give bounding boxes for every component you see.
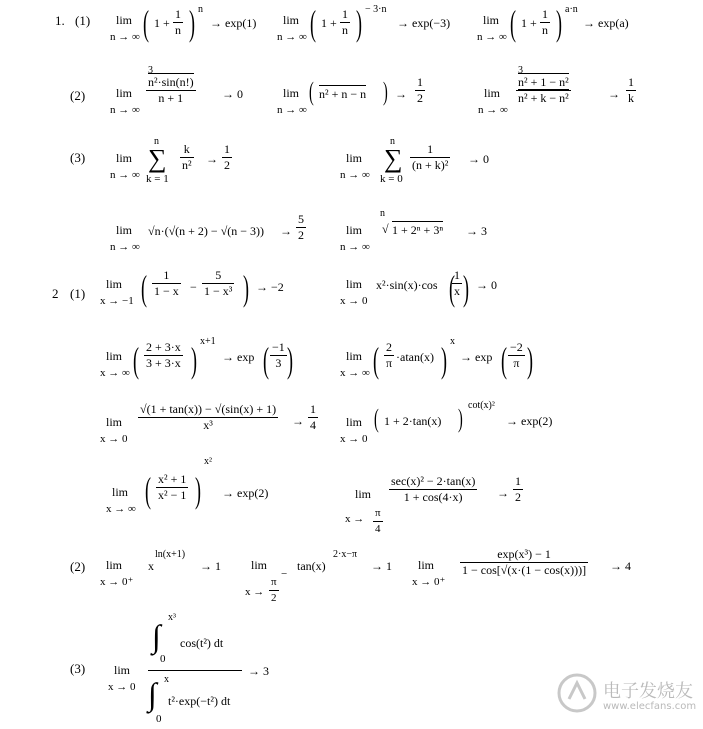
fraction: $\frac{2 + 3\cdot x}{3 + 3\cdot x}$: [146, 340, 181, 370]
subscript-fraction: $\frac{\pi}{4}$: [375, 507, 381, 535]
exponent: x: [450, 336, 455, 347]
arrow-result: → 0: [468, 152, 489, 166]
integral-lower: 0: [156, 713, 162, 725]
exponent: a·n: [565, 4, 578, 15]
item-2-3-label: (3): [70, 661, 86, 676]
left-paren: (: [143, 3, 149, 43]
fraction: $\frac{1}{1 - x}$: [154, 268, 179, 298]
exponent: x²: [204, 456, 212, 467]
lim-label: lim: [106, 415, 123, 429]
left-paren: (: [501, 340, 507, 380]
fraction: $\frac{1}{n}$: [175, 7, 181, 37]
lim-subscript: n → ∞: [110, 104, 140, 116]
section-2-number: 2: [52, 286, 59, 301]
sum-upper: n: [154, 136, 159, 147]
fraction: $\frac{k}{\text{n²}}$: [182, 142, 192, 172]
lim-label: lim: [251, 558, 268, 572]
watermark: [555, 669, 695, 721]
lim-label: lim: [484, 86, 501, 100]
result-fraction: $\frac{1}{2}$: [417, 75, 423, 105]
item-1-3-label: (3): [70, 150, 86, 165]
left-paren: (: [263, 340, 269, 380]
fraction: $\frac{1}{x}$: [454, 268, 460, 298]
right-paren: ): [527, 340, 533, 380]
right-paren: ): [195, 470, 201, 510]
lim-subscript: x → 0⁺: [100, 576, 134, 588]
result-fraction: $\frac{1}{2}$: [224, 142, 230, 172]
item-1-2-label: (2): [70, 88, 86, 103]
expression: 1 + 2ⁿ + 3ⁿ: [392, 223, 444, 237]
lim-subscript: x → 0: [108, 681, 136, 693]
lim-subscript: x → 0: [340, 295, 368, 307]
left-paren: (: [310, 3, 316, 43]
fraction: $\frac{1}{n}$: [542, 7, 548, 37]
fraction: sec(x)² − 2·tan(x) 1 + cos(4·x): [391, 474, 476, 504]
lim-label: lim: [346, 223, 363, 237]
root-index: n: [380, 208, 385, 219]
sum-lower: k = 0: [380, 173, 403, 185]
sum-upper: n: [390, 136, 395, 147]
root-index: 3: [148, 65, 153, 76]
integral-upper: x: [164, 674, 169, 685]
expr-part: 1 +: [321, 16, 337, 30]
right-paren: ): [243, 268, 249, 308]
fraction: $\frac{\text{x² + 1}}{\text{x² − 1}}$: [158, 472, 187, 502]
exponent: x+1: [200, 336, 216, 347]
section-1-number: 1.: [55, 13, 65, 28]
lim-label: lim: [114, 663, 131, 677]
lim-subscript: n → ∞: [277, 31, 307, 43]
arrow: →: [608, 87, 620, 101]
arrow-result: → 4: [610, 559, 631, 573]
right-paren: ): [356, 3, 362, 43]
right-paren: ): [287, 340, 293, 380]
item-2-2-label: (2): [70, 559, 86, 574]
result-fraction: $\frac{1}{4}$: [310, 402, 316, 432]
lim-subscript: n → ∞: [277, 104, 307, 116]
arrow-result: → exp(1): [210, 16, 257, 30]
arrow: →: [292, 414, 304, 428]
expression: n² + n − n: [319, 87, 367, 101]
lim-label: lim: [106, 277, 123, 291]
lim-label: lim: [283, 86, 300, 100]
expr-part: 1 +: [521, 16, 537, 30]
integral-symbol: ∫: [148, 676, 157, 712]
lim-subscript: x → 0: [100, 433, 128, 445]
arrow: →: [206, 152, 218, 166]
arrow-result: → exp(2): [222, 486, 269, 500]
fraction: $\frac{5}{\text{1 − x³}}$: [204, 268, 233, 298]
right-paren: ): [189, 3, 195, 43]
lim-subscript: x → −1: [100, 295, 134, 307]
integrand: t²·exp(−t²) dt: [168, 694, 231, 708]
fraction: $\frac{\text{n²·sin(n!)}}{n + 1}$: [148, 75, 194, 105]
lim-subscript: n → ∞: [110, 31, 140, 43]
exponent: 2·x−π: [333, 549, 358, 560]
lim-subscript: x → ∞: [106, 503, 136, 515]
lim-subscript: n → ∞: [110, 241, 140, 253]
arrow-exp: → exp: [222, 350, 255, 364]
expr-part: 1 +: [154, 16, 170, 30]
lim-subscript: x → 0⁺: [412, 576, 446, 588]
arrow-result: → 1: [371, 559, 392, 573]
lim-label: lim: [346, 415, 363, 429]
exponent: ln(x+1): [155, 549, 186, 560]
lim-label: lim: [346, 277, 363, 291]
elecfans-logo-icon: [555, 671, 599, 715]
fraction-bar: [148, 670, 242, 671]
fraction: $\frac{1}{n}$: [342, 7, 348, 37]
fraction: $\frac{1}{\text{(n + k)²}}$: [412, 142, 449, 172]
left-paren: (: [373, 340, 379, 380]
right-paren: ): [457, 404, 463, 433]
item-2-1-label: (1): [70, 286, 86, 301]
lim-label: lim: [106, 349, 123, 363]
lim-subscript: n → ∞: [110, 169, 140, 181]
sigma-symbol: ∑: [148, 144, 167, 173]
left-paren: (: [141, 268, 147, 308]
result-fraction: $\frac{-2}{\pi}$: [510, 340, 523, 370]
fraction: $\frac{\text{exp(x³) − 1}}{1 - \cos[√(x\cdot(1 - \cos(x)))]}$: [462, 547, 587, 577]
lim-subscript: x → ∞: [340, 367, 370, 379]
right-paren: ): [463, 268, 469, 308]
arrow-result: → 0: [222, 87, 243, 101]
item-1-1-label: (1): [75, 13, 91, 28]
expression: ·atan(x): [396, 350, 434, 364]
lim-label: lim: [355, 487, 372, 501]
base: x: [148, 559, 154, 573]
result-fraction: $\frac{1}{k}$: [628, 75, 634, 105]
lim-label: lim: [483, 13, 500, 27]
watermark-url: www.elecfans.com: [603, 701, 697, 712]
left-paren: (: [373, 404, 379, 433]
arrow: →: [497, 486, 509, 500]
lim-label: lim: [346, 349, 363, 363]
sigma-symbol: ∑: [384, 144, 403, 173]
integral-symbol: ∫: [152, 618, 161, 654]
left-paren: (: [133, 340, 139, 380]
right-paren: ): [191, 340, 197, 380]
left-paren: (: [145, 470, 151, 510]
left-paren: (: [308, 77, 314, 106]
exponent: − 3·n: [365, 4, 387, 15]
lim-label: lim: [112, 485, 129, 499]
arrow-result: → exp(2): [506, 414, 553, 428]
integral-lower: 0: [160, 653, 166, 665]
lim-subscript: n → ∞: [478, 104, 508, 116]
fraction: $\frac{√(1 + \tan(x)) - √(\sin(x) + 1)}{\text{x³}}$: [140, 402, 277, 432]
arrow-result: → 1: [200, 559, 221, 573]
lim-label: lim: [106, 558, 123, 572]
fraction: $\frac{2}{\pi}$: [386, 340, 393, 370]
expression: tan(x): [297, 559, 326, 573]
lim-label: lim: [116, 13, 133, 27]
arrow-result: → exp(a): [583, 16, 629, 30]
arrow: →: [280, 224, 292, 238]
arrow-result: → −2: [256, 280, 284, 294]
lim-label: lim: [283, 13, 300, 27]
expression: x²·sin(x)·cos: [376, 278, 438, 292]
lim-subscript: x → 0: [340, 433, 368, 445]
minus: −: [190, 280, 197, 294]
exponent: n: [198, 4, 203, 15]
subscript-fraction: $\frac{\pi}{2}$: [271, 576, 277, 604]
right-paren: ): [382, 77, 388, 106]
arrow: →: [395, 87, 407, 101]
lim-label: lim: [418, 558, 435, 572]
fraction: $\frac{\text{n² + 1 − n²}}{\text{n² + k − n²}}$: [518, 75, 569, 105]
root-index: 3: [518, 65, 523, 76]
result-fraction: $\frac{-1}{3}$: [272, 340, 285, 370]
result-fraction: $\frac{5}{2}$: [298, 212, 304, 242]
exponent: cot(x)²: [468, 400, 495, 411]
right-paren: ): [441, 340, 447, 380]
result-fraction: $\frac{1}{2}$: [515, 474, 521, 504]
lim-subscript: x →: [345, 513, 365, 525]
lim-subscript: x → ∞: [100, 367, 130, 379]
watermark-cn: 电子发烧友: [603, 681, 693, 702]
right-paren: ): [556, 3, 562, 43]
arrow-result: → 3: [466, 224, 487, 238]
arrow-exp: → exp: [460, 350, 493, 364]
lim-label: lim: [116, 223, 133, 237]
lim-label: lim: [116, 86, 133, 100]
left-paren: (: [449, 268, 455, 308]
left-paren: (: [510, 3, 516, 43]
lim-label: lim: [116, 151, 133, 165]
integral-upper: x³: [168, 612, 176, 623]
expression: 1 + 2·tan(x): [384, 414, 442, 428]
arrow-result: → exp(−3): [397, 16, 451, 30]
radical: √: [382, 222, 389, 236]
integrand: cos(t²) dt: [180, 636, 224, 650]
lim-subscript: n → ∞: [340, 241, 370, 253]
expression: √n·(√(n + 2) − √(n − 3)): [148, 224, 265, 238]
lim-subscript: n → ∞: [477, 31, 507, 43]
lim-subscript: x →: [245, 586, 265, 598]
lim-label: lim: [346, 151, 363, 165]
sum-lower: k = 1: [146, 173, 169, 185]
arrow-result: → 3: [248, 664, 269, 678]
lim-subscript: n → ∞: [340, 169, 370, 181]
subscript-minus: −: [281, 568, 288, 580]
arrow-result: → 0: [476, 278, 497, 292]
